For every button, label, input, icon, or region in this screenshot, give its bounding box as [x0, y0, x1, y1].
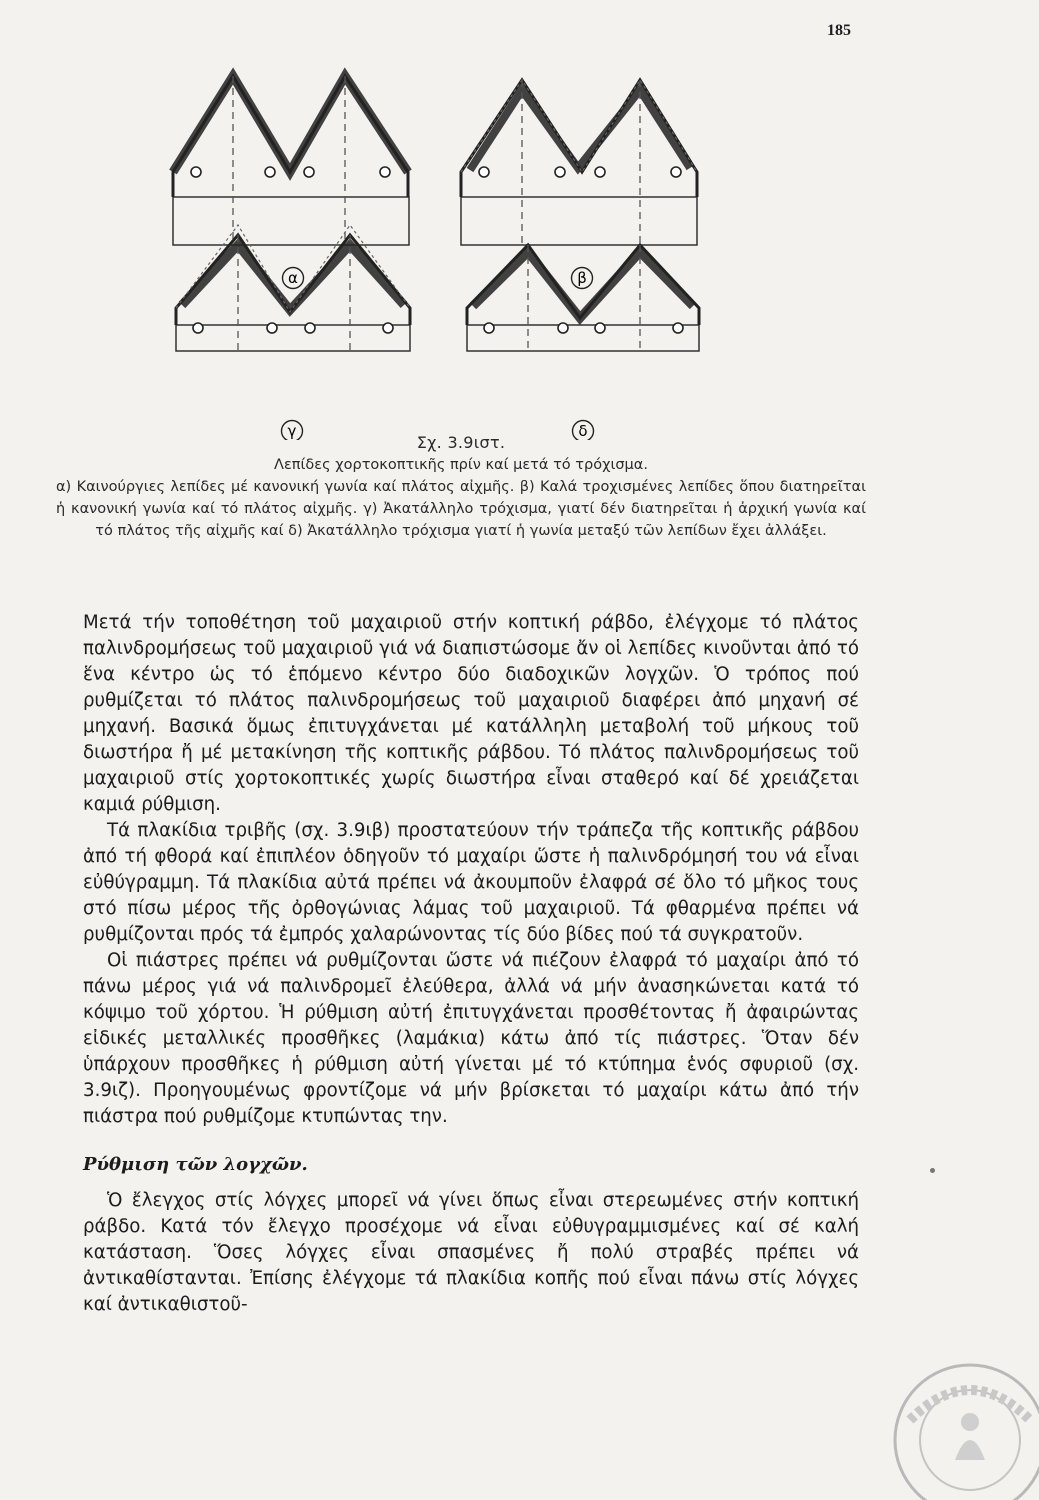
- page-number: 185: [827, 22, 851, 39]
- figure-number: Σχ. 3.9ιστ.: [416, 433, 506, 452]
- blade-pair-alpha: [173, 76, 409, 245]
- svg-text:α: α: [288, 269, 298, 287]
- figure-title: Λεπίδες χορτοκοπτικῆς πρίν καί μετά τό τρόχισμα.: [274, 457, 648, 473]
- paragraph: Μετά τήν τοποθέτηση τοῦ μαχαιριοῦ στήν κοπτική ράβδο, ἐλέγχομε τό πλάτος παλινδρομήσεως τοῦ μαχαιριοῦ γιά νά διαπιστώσομε ἄν οἱ λεπίδες κινοῦνται ἀπό τό ἕνα κέντρο ὡς τό ἑπόμενο κέντρο δύο διαδοχικῶν λογχῶν. Ὁ τρόπος πού ρυθμίζεται τό πλάτος παλινδρομήσεως τοῦ μαχαιριοῦ διαφέρει ἀπό μηχανή σέ μηχανή. Βασικά ὅμως ἐπιτυγχάνεται μέ κατάλληλη μεταβολή τοῦ μήκους τοῦ διωστήρα ἤ μέ μετακίνηση τῆς κοπτικῆς ράβδου. Τό πλάτος παλινδρομήσεως τοῦ μαχαιριοῦ στίς χορτοκοπτικές χωρίς διωστήρα εἶναι σταθερό καί δέ χρειάζεται καμιά ρύθμιση.: [83, 612, 859, 815]
- paragraph: Τά πλακίδια τριβῆς (σχ. 3.9ιβ) προστατεύουν τήν τράπεζα τῆς κοπτικῆς ράβδου ἀπό τή φθορά καί ἐπιπλέον ὁδηγοῦν τό μαχαίρι ὥστε ἡ παλινδρόμησή του νά εἶναι εὐθύγραμμη. Τά πλακίδια αὐτά πρέπει νά ἀκουμποῦν ἐλαφρά σέ ὅλο τό μῆκος τους στό πίσω μέρος τῆς ὀρθογώνιας λάμας τοῦ μαχαιριοῦ. Τά φθαρμένα πρέπει νά ρυθμίζονται πρός τά ἐμπρός χαλαρώνοντας τίς δύο βίδες πού τά συγκρατοῦν.: [83, 820, 859, 945]
- paragraph: Οἱ πιάστρες πρέπει νά ρυθμίζονται ὥστε νά πιέζουν ἐλαφρά τό μαχαίρι ἀπό τό πάνω μέρος γιά νά παλινδρομεῖ ἐλεύθερα, ἀλλά νά μήν ἀνασηκώνεται κατά τό κόψιμο τοῦ χόρτου. Ἡ ρύθμιση αὐτή ἐπιτυγχάνεται προσθέτοντας ἤ ἀφαιρώντας εἰδικές μεταλλικές προσθῆκες (λαμάκια) κάτω ἀπό τίς πιάστρες. Ὅταν δέν ὑπάρχουν προσθῆκες ἡ ρύθμιση αὐτή γίνεται μέ τό κτύπημα ἑνός σφυριοῦ (σχ. 3.9ιζ). Προηγουμένως φροντίζομε νά μήν βρίσκεται τό μαχαίρι κάτω ἀπό τήν πιάστρα πού ρυθμίζομε κτυπώντας την.: [83, 950, 859, 1127]
- label-beta: [572, 268, 593, 289]
- blade-figure: [0, 60, 1039, 440]
- blade-pair-delta: [467, 245, 699, 351]
- figure-description: α) Καινούργιες λεπίδες μέ κανονική γωνία καί πλάτος αἰχμῆς. β) Καλά τροχισμένες λεπίδες ὅπου διατηρεῖται ἡ κανονική γωνία καί τό πλάτος αἰχμῆς. γ) Ἀκατάλληλο τρόχισμα, γιατί δέν διατηρεῖται ἡ ἀρχική γωνία καί τό πλάτος τῆς αἰχμῆς καί δ) Ἀκατάλληλο τρόχισμα γιατί ἡ γωνία μεταξύ τῶν λεπίδων ἔχει ἀλλάξει.: [56, 479, 866, 539]
- section-heading: Ρύθμιση τῶν λογχῶν.: [83, 1154, 308, 1175]
- body-text: [83, 610, 859, 1318]
- svg-text:γ: γ: [287, 422, 297, 440]
- figure-caption: [56, 432, 866, 542]
- svg-text:β: β: [577, 269, 587, 287]
- paragraph: Ὁ ἔλεγχος στίς λόγχες μπορεῖ νά γίνει ὅπως εἶναι στερεωμένες στήν κοπτική ράβδο. Κατά τόν ἔλεγχο προσέχομε νά εἶναι εὐθυγραμμισμένες καί σέ καλή κατάσταση. Ὅσες λόγχες εἶναι σπασμένες ἤ πολύ στραβές πρέπει νά ἀντικαθίστανται. Ἐπίσης ἐλέγχομε τά πλακίδια κοπῆς πού εἶναι πάνω στίς λόγχες καί ἀντικαθιστοῦ-: [83, 1190, 859, 1315]
- svg-text:δ: δ: [578, 422, 588, 440]
- ink-speck: [930, 1168, 935, 1173]
- library-stamp-icon: [870, 1360, 1039, 1500]
- blade-pair-beta: [461, 80, 697, 245]
- label-alpha: [283, 268, 304, 289]
